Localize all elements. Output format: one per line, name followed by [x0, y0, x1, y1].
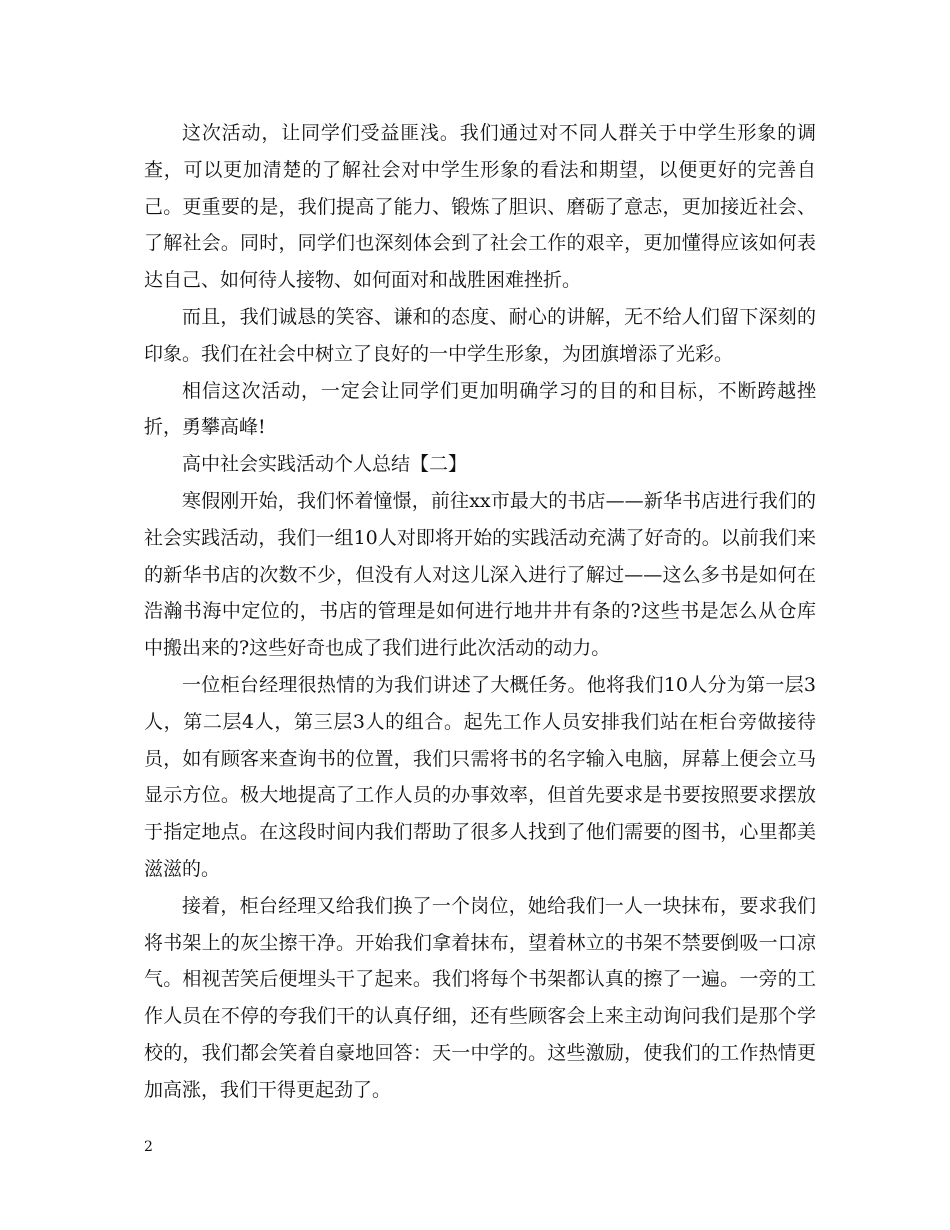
paragraph-activity-benefits: 这次活动，让同学们受益匪浅。我们通过对不同人群关于中学生形象的调查，可以更加清楚的了解社会对中学生形象的看法和期望，以便更好的完善自己。更重要的是，我们提高了能力、锻炼了胆识、磨砺了意志，更加接近社会、了解社会。同时，同学们也深刻体会到了社会工作的艰辛，更加懂得应该如何表达自己、如何待人接物、如何面对和战胜困难挫折。	[144, 122, 816, 292]
paragraph-counter-manager: 一位柜台经理很热情的为我们讲述了大概任务。他将我们10人分为第一层3人，第二层4人，第三层3人的组合。起先工作人员安排我们站在柜台旁做接待员，如有顾客来查询书的位置，我们只需将书的名字输入电脑，屏幕上便会立马显示方位。极大地提高了工作人员的办事效率，但首先要求是书要按照要求摆放于指定地点。在这段时间内我们帮助了很多人找到了他们需要的图书，心里都美滋滋的。	[144, 673, 816, 880]
paragraph-belief: 相信这次活动，一定会让同学们更加明确学习的目的和目标，不断跨越挫折，勇攀高峰!	[144, 379, 816, 439]
paragraph-bookstore-intro: 寒假刚开始，我们怀着憧憬，前往xx市最大的书店——新华书店进行我们的社会实践活动，我们一组10人对即将开始的实践活动充满了好奇的。以前我们来的新华书店的次数不少，但没有人对这儿深入进行了解过——这么多书是如何在浩瀚书海中定位的，书店的管理是如何进行地井井有条的?这些书是怎么从仓库中搬出来的?这些好奇也成了我们进行此次活动的动力。	[144, 489, 816, 660]
page-number: 2	[144, 1139, 153, 1155]
paragraph-cleaning: 接着，柜台经理又给我们换了一个岗位，她给我们一人一块抹布，要求我们将书架上的灰尘擦干净。开始我们拿着抹布，望着林立的书架不禁要倒吸一口凉气。相视苦笑后便埋头干了起来。我们将每个书架都认真的擦了一遍。一旁的工作人员在不停的夸我们干的认真仔细，还有些顾客会上来主动询问我们是那个学校的，我们都会笑着自豪地回答：天一中学的。这些激励，使我们的工作热情更加高涨，我们干得更起劲了。	[144, 894, 816, 1101]
section-heading: 高中社会实践活动个人总结【二】	[182, 453, 468, 476]
paragraph-impression: 而且，我们诚恳的笑容、谦和的态度、耐心的讲解，无不给人们留下深刻的印象。我们在社会中树立了良好的一中学生形象，为团旗增添了光彩。	[144, 305, 816, 365]
document-body	[144, 115, 816, 1109]
